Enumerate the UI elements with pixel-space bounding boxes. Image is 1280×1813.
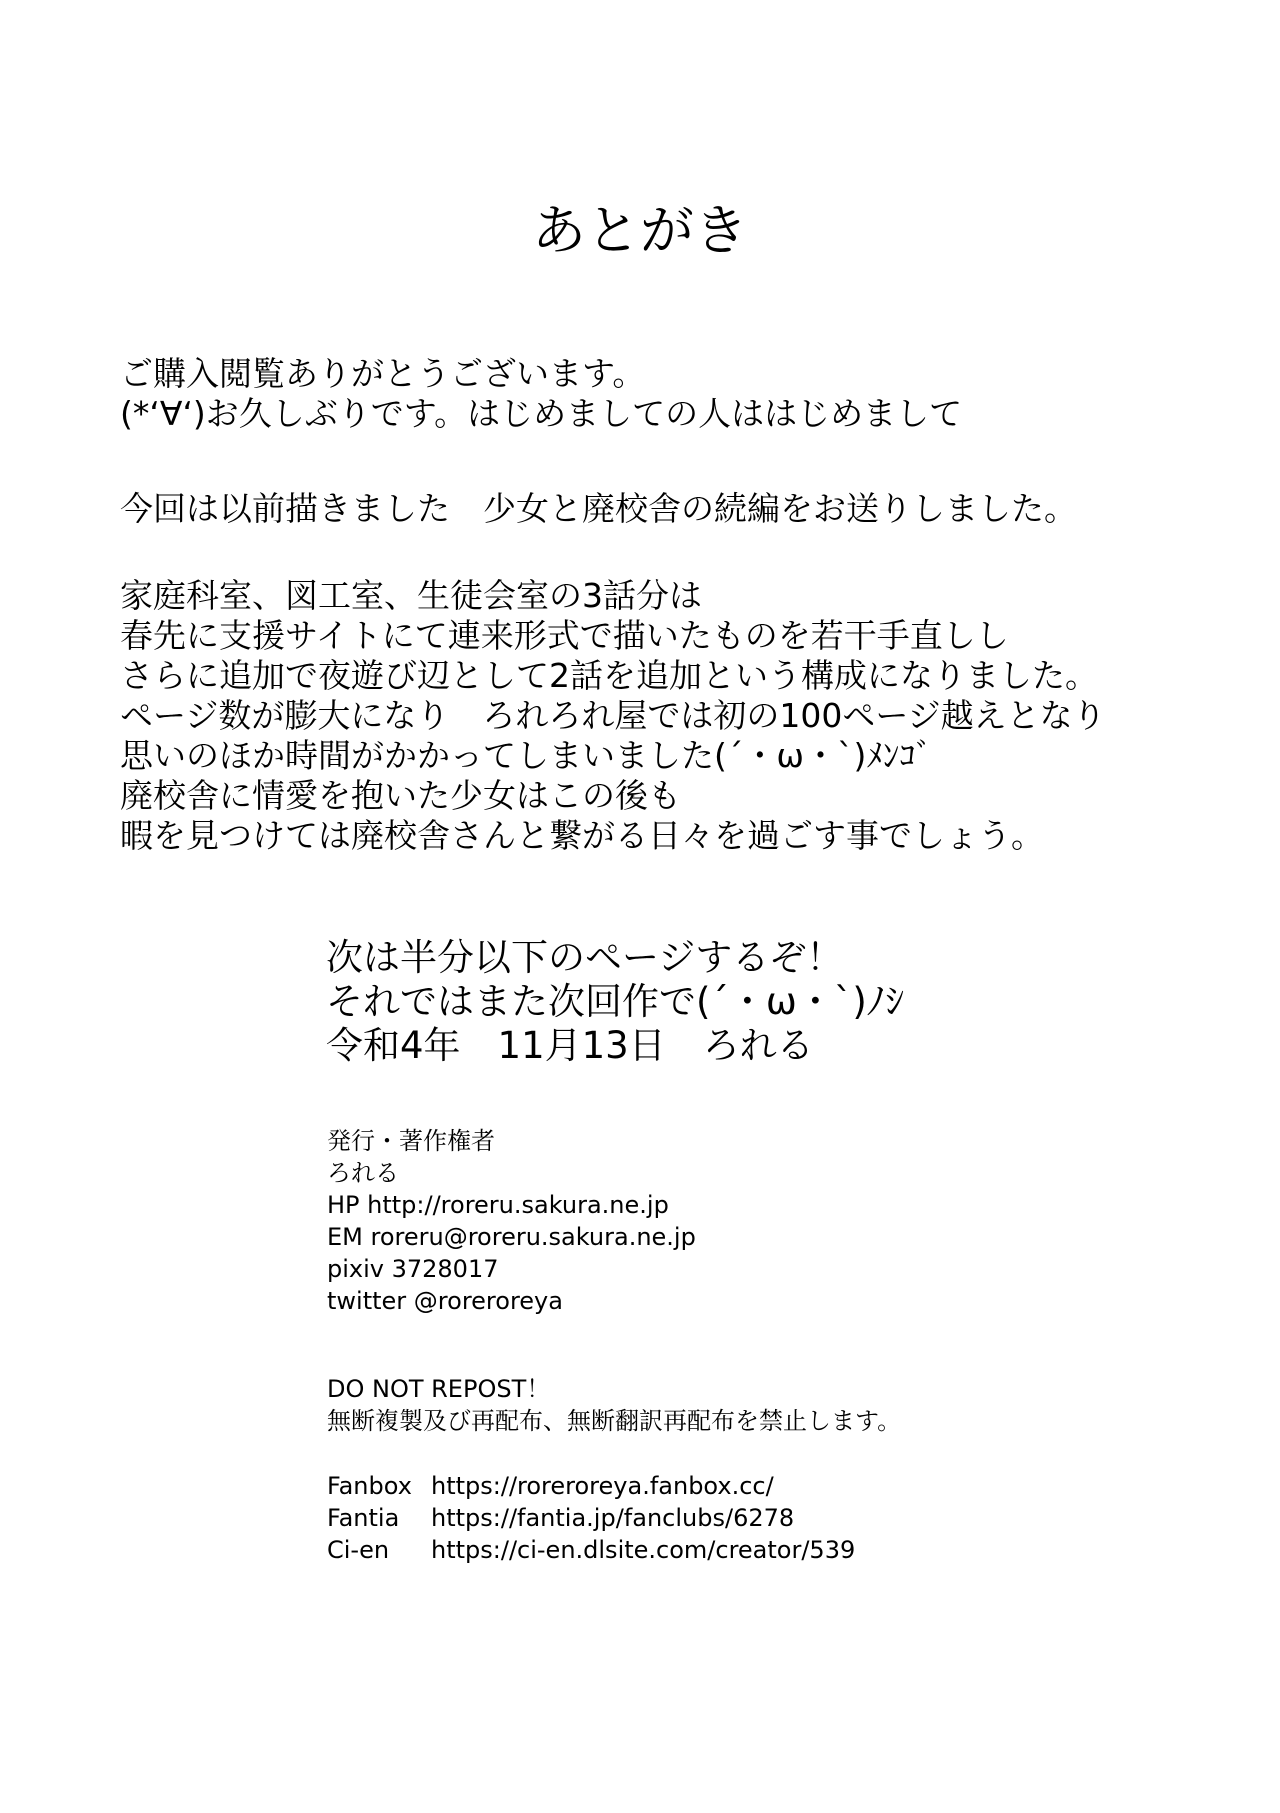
text-line: 暇を見つけては廃校舎さんと繋がる日々を過ごす事でしょう。 — [120, 816, 1044, 855]
link-row-fanbox — [327, 1470, 855, 1502]
publisher-heading: 発行・著作権者 — [327, 1127, 495, 1155]
link-label: Ci-en — [327, 1536, 390, 1564]
text-line: さらに追加で夜遊び辺として2話を追加という構成になりました。 — [120, 656, 1098, 695]
greeting-paragraph — [120, 354, 962, 434]
support-links — [327, 1470, 855, 1566]
text-line: ご購入閲覧ありがとうございます。 — [120, 354, 646, 393]
text-line: 家庭科室、図工室、生徒会室の3話分は — [120, 576, 702, 615]
publisher-info — [327, 1125, 696, 1317]
text-line: 今回は以前描きました 少女と廃校舎の続編をお送りしました。 — [120, 489, 1077, 528]
text-line: 春先に支援サイトにて連来形式で描いたものを若干手直しし — [120, 616, 1009, 655]
pixiv-id: pixiv 3728017 — [327, 1255, 499, 1283]
text-line: 次は半分以下のページするぞ！ — [326, 936, 844, 979]
intro-paragraph — [120, 489, 1077, 529]
author-name: ろれる — [327, 1159, 399, 1187]
homepage-link[interactable]: HP http://roreru.sakura.ne.jp — [327, 1191, 669, 1219]
link-row-cien — [327, 1534, 855, 1566]
page-title: あとがき — [532, 199, 748, 262]
text-line: (*‘∀‘)お久しぶりです。はじめましての人ははじめまして — [120, 394, 963, 433]
text-line: 廃校舎に情愛を抱いた少女はこの後も — [120, 776, 681, 815]
story-paragraph — [120, 576, 1106, 856]
text-line: 思いのほか時間がかかってしまいました(´・ω・`)ﾒﾝｺﾞ — [120, 736, 933, 775]
twitter-handle[interactable]: twitter @roreroreya — [327, 1287, 563, 1315]
closing-message — [326, 936, 904, 1068]
signature-line: 令和4年 11月13日 ろれる — [326, 1024, 814, 1067]
fanbox-link[interactable]: https://roreroreya.fanbox.cc/ — [431, 1472, 774, 1500]
text-line: それではまた次回作で(´・ω・`)ﾉｼ — [326, 980, 904, 1023]
text-line: ページ数が膨大になり ろれろれ屋では初の100ページ越えとなり — [120, 696, 1106, 735]
link-row-fantia — [327, 1502, 855, 1534]
cien-link[interactable]: https://ci-en.dlsite.com/creator/539 — [431, 1536, 856, 1564]
notice-heading: DO NOT REPOST！ — [327, 1375, 551, 1403]
notice-text: 無断複製及び再配布、無断翻訳再配布を禁止します。 — [327, 1407, 902, 1435]
link-label: Fantia — [327, 1504, 400, 1532]
email-link[interactable]: EM roreru@roreru.sakura.ne.jp — [327, 1223, 696, 1251]
link-label: Fanbox — [327, 1472, 412, 1500]
fantia-link[interactable]: https://fantia.jp/fanclubs/6278 — [431, 1504, 795, 1532]
repost-notice — [327, 1373, 901, 1437]
